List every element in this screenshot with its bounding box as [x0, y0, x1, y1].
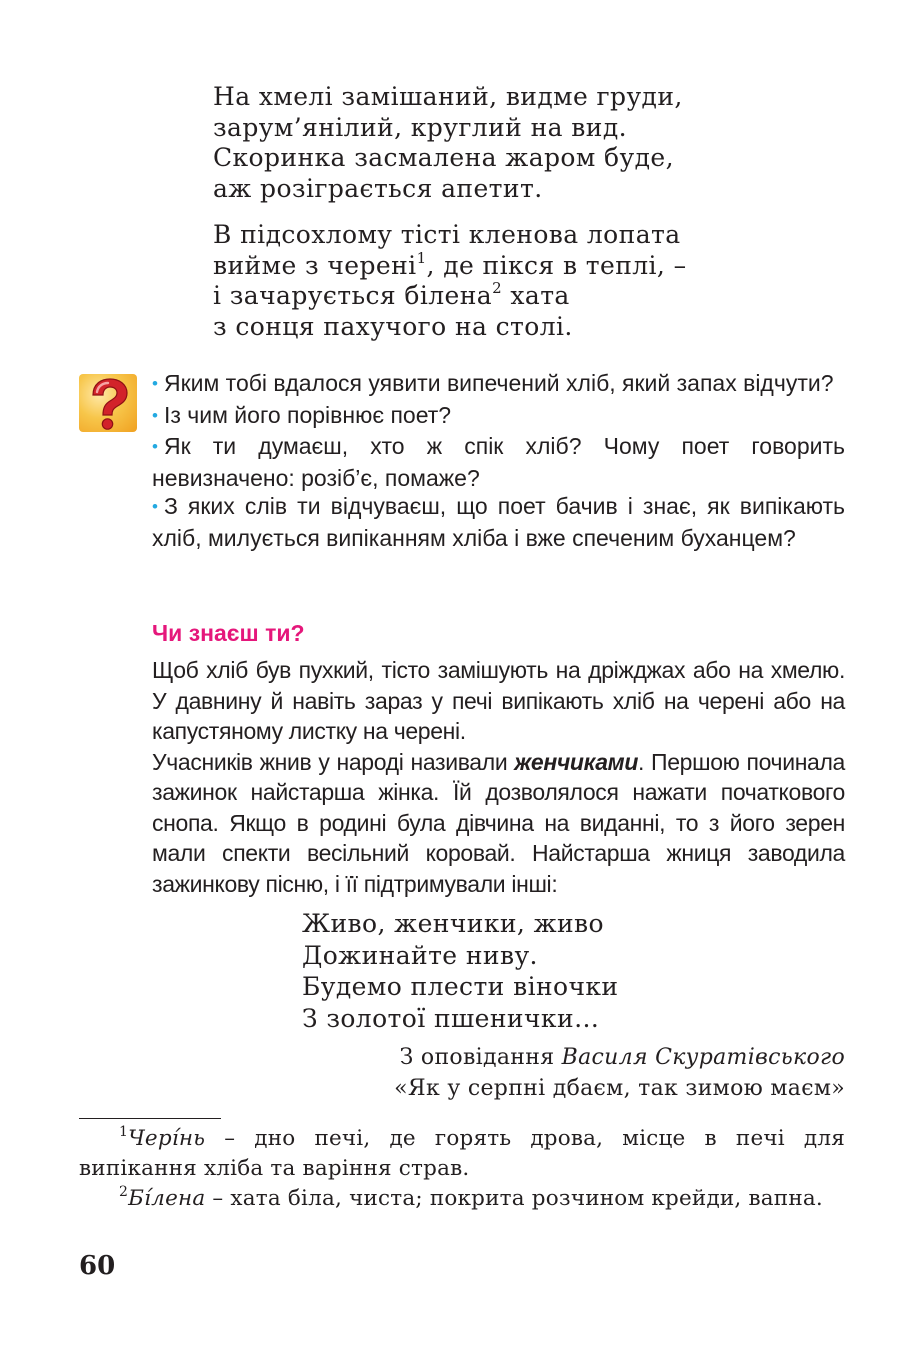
footnote-text: – дно печі, де горять дрова, місце в печі для випікання хліба та варіння страв. — [79, 1126, 845, 1181]
attribution-author: Василя Скуратівського — [561, 1045, 845, 1070]
question-list — [152, 369, 845, 553]
bullet-icon: • — [152, 374, 158, 393]
bullet-icon: • — [152, 497, 158, 517]
footnote-mark: 1 — [119, 1124, 129, 1140]
footnote-term: Черíнь — [128, 1126, 206, 1151]
footnote-term: Бíлена — [128, 1186, 206, 1211]
question-item — [152, 369, 845, 401]
poem-line: аж розіграється апетит. — [213, 173, 543, 203]
info-text-part: Учасників жнив у народі називали — [152, 748, 515, 775]
song-line: З золотої пшенички… — [302, 1003, 600, 1033]
footnote-ref-2: 2 — [492, 279, 503, 297]
poem-line: В підсохлому тісті кленова лопата — [213, 220, 681, 249]
poem-text: вийме з черені — [213, 250, 417, 280]
footnote — [79, 1184, 845, 1214]
poem-line — [213, 248, 853, 282]
poem-line — [213, 281, 853, 312]
song-line: Дожинайте ниву. — [302, 940, 538, 970]
attribution-prefix: З оповідання — [399, 1045, 562, 1070]
info-term: женчиками — [514, 748, 639, 775]
question-item — [152, 432, 845, 492]
question-text: З яких слів ти відчуваєш, що поет бачив і знає, як випікають хліб, милується випіканням хліба і вже спеченим буханцем? — [152, 493, 845, 551]
poem-line: На хмелі замішаний, видме груди, — [213, 82, 683, 111]
poem-text: і зачарується білена — [213, 281, 493, 310]
footnote-mark: 2 — [119, 1184, 129, 1200]
song-line: Живо, женчики, живо — [302, 909, 604, 938]
question-mark-icon — [79, 374, 137, 432]
footnote-divider — [79, 1118, 221, 1119]
info-paragraph: Щоб хліб був пухкий, тісто замішують на дріжджах або на хмелю. У давнину й навіть зараз у печі випікають хліб на черені або на капустяному листку на черені. — [152, 657, 845, 744]
bullet-icon: • — [152, 405, 158, 425]
footnote-text: – хата біла, чиста; покрита розчином крейди, вапна. — [205, 1186, 823, 1211]
question-text: Яким тобі вдалося уявити випечений хліб, який запах відчути? — [163, 370, 834, 396]
page-number: 60 — [79, 1251, 116, 1281]
question-text: Як ти думаєш, хто ж спік хліб? Чому поет говорить невизначено: розіб’є, помаже? — [152, 433, 845, 491]
attribution-line — [394, 1042, 845, 1073]
info-paragraph — [152, 747, 845, 900]
section-title: Чи знаєш ти? — [152, 620, 305, 646]
attribution-title: «Як у серпні дбаєм, так зимою маєм» — [394, 1076, 845, 1101]
poem-text: , де пікся в теплі, – — [426, 250, 687, 280]
poem-stanza-2 — [213, 220, 853, 342]
poem-stanza-1 — [213, 82, 853, 204]
question-text: Із чим його порівнює поет? — [163, 401, 452, 428]
poem-line: з сонця пахучого на столі. — [213, 311, 573, 341]
info-text-part: . Першою починала зажинок найстарша жінка. Їй дозволялося нажати початкового снопа. Якщо в родині була дівчина на виданні, то з його зерен мали спекти весільний коровай. Найстарша жниця заводила зажинкову пісню, і її підтримували інші: — [152, 748, 845, 897]
bullet-icon: • — [152, 437, 158, 457]
info-text — [152, 655, 845, 899]
attribution — [394, 1042, 845, 1104]
song-line: Будемо плести віночки — [302, 972, 619, 1001]
poem-text: хата — [502, 281, 570, 310]
footnote-ref-1: 1 — [416, 248, 427, 267]
song — [302, 908, 619, 1034]
footnotes — [79, 1124, 845, 1214]
footnote — [79, 1124, 845, 1184]
poem-line: зарум’янілий, круглий на вид. — [213, 112, 627, 142]
poem-line: Скоринка засмалена жаром буде, — [213, 143, 674, 172]
poem — [213, 82, 853, 358]
question-item — [152, 401, 845, 433]
question-item — [152, 492, 845, 552]
